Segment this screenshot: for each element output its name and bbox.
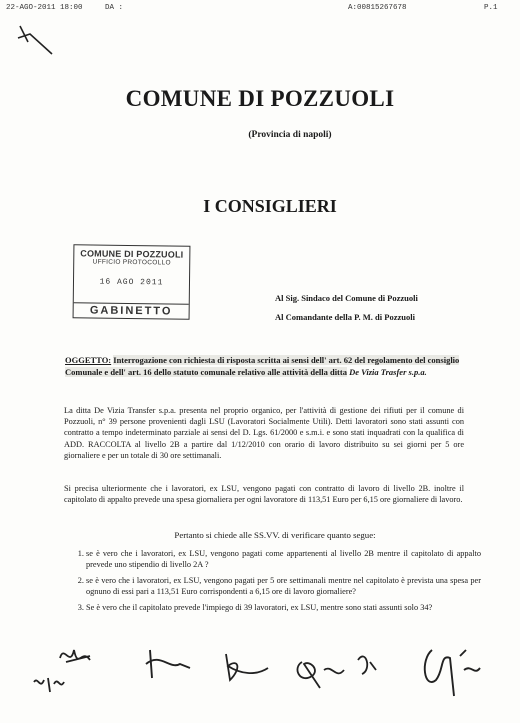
paragraph-1: La ditta De Vizia Transfer s.p.a. presenta nel proprio organico, per l'attività di gestione dei rifiuti per il comune di Pozzuoli, n° 39 persone provenienti dagli LSU (Lavoratori Socialmente Utili). Detti lavoratori sono stati assunti con contratto a tempo indeterminato parziale ai sensi del D. Lgs. 61/2000 e s.m.i. e sono stati inquadrati con la qualifica di ADD. RACCOLTA al livello 2B a partire dal 1/12/2010 con orario di lavoro distribuito su sei giorni per 5 ore giornaliere e per un totale di 30 ore settimanali. — [64, 406, 464, 460]
fax-sender: DA : — [105, 4, 124, 12]
fax-page: P.1 — [484, 4, 498, 12]
signature-3 — [146, 650, 190, 678]
stamp-line2: UFFICIO PROTOCOLLO — [92, 258, 171, 267]
document-heading: I CONSIGLIERI — [203, 196, 337, 216]
stamp-line1: COMUNE DI POZZUOLI — [80, 248, 184, 260]
addressee-police-commander: Al Comandante della P. M. di Pozzuoli — [275, 312, 415, 322]
fax-header — [0, 2, 520, 16]
signature-1 — [60, 650, 90, 662]
fax-datetime: 22-AGO-2011 18:00 — [6, 4, 83, 12]
signature-4 — [226, 654, 268, 680]
signature-2 — [34, 678, 64, 692]
document-subtitle: (Provincia di napoli) — [248, 130, 332, 140]
signatures — [20, 640, 500, 710]
subject-block — [65, 354, 460, 378]
subject-text: Interrogazione con richiesta di risposta scritta ai sensi dell' art. 62 del regolamento del consiglio Comunale e dell' art. 16 dello statuto comunale relativo alle attività della ditta — [65, 355, 460, 377]
stamp-date: 16 AGO 2011 — [99, 277, 164, 288]
margin-scribble — [16, 22, 56, 56]
signature-7 — [425, 650, 480, 696]
document-title: COMUNE DI POZZUOLI — [125, 86, 395, 111]
subject-company: De Vizia Trasfer s.p.a. — [349, 367, 427, 377]
question-item: 3. Se è vero che il capitolato prevede l'impiego di 39 lavoratori, ex LSU, mentre sono stati assunti solo 34? — [86, 602, 481, 613]
signature-5 — [297, 662, 344, 688]
stamp-office: GABINETTO — [74, 302, 189, 318]
fax-number: A:00815267678 — [348, 4, 407, 12]
request-line: Pertanto si chiede alle SS.VV. di verificare quanto segue: — [174, 530, 376, 540]
questions-list — [72, 548, 481, 618]
addressee-mayor: Al Sig. Sindaco del Comune di Pozzuoli — [275, 293, 418, 303]
protocol-stamp — [73, 244, 191, 319]
question-item: 1. se è vero che i lavoratori, ex LSU, vengono pagati come appartenenti al livello 2B mentre il capitolato di appalto prevede uno stipendio di livello 2A ? — [86, 548, 481, 570]
question-item: 2. se è vero che i lavoratori, ex LSU, vengono pagati per 5 ore settimanali mentre nel capitolato è prevista una spesa per ognuno di essi pari a 113,51 Euro corrispondenti a 6,15 ore di lavoro giornaliere? — [86, 575, 481, 597]
paragraph-2: Si precisa ulteriormente che i lavoratori, ex LSU, vengono pagati con contratto di lavoro di livello 2B. inoltre il capitolato di appalto prevede una spesa giornaliera per ogni lavoratore di 113,51 Euro per 6,15 ore giornaliere di lavoro. — [64, 484, 464, 505]
subject-label: OGGETTO: — [65, 355, 112, 365]
signature-6 — [358, 656, 376, 674]
